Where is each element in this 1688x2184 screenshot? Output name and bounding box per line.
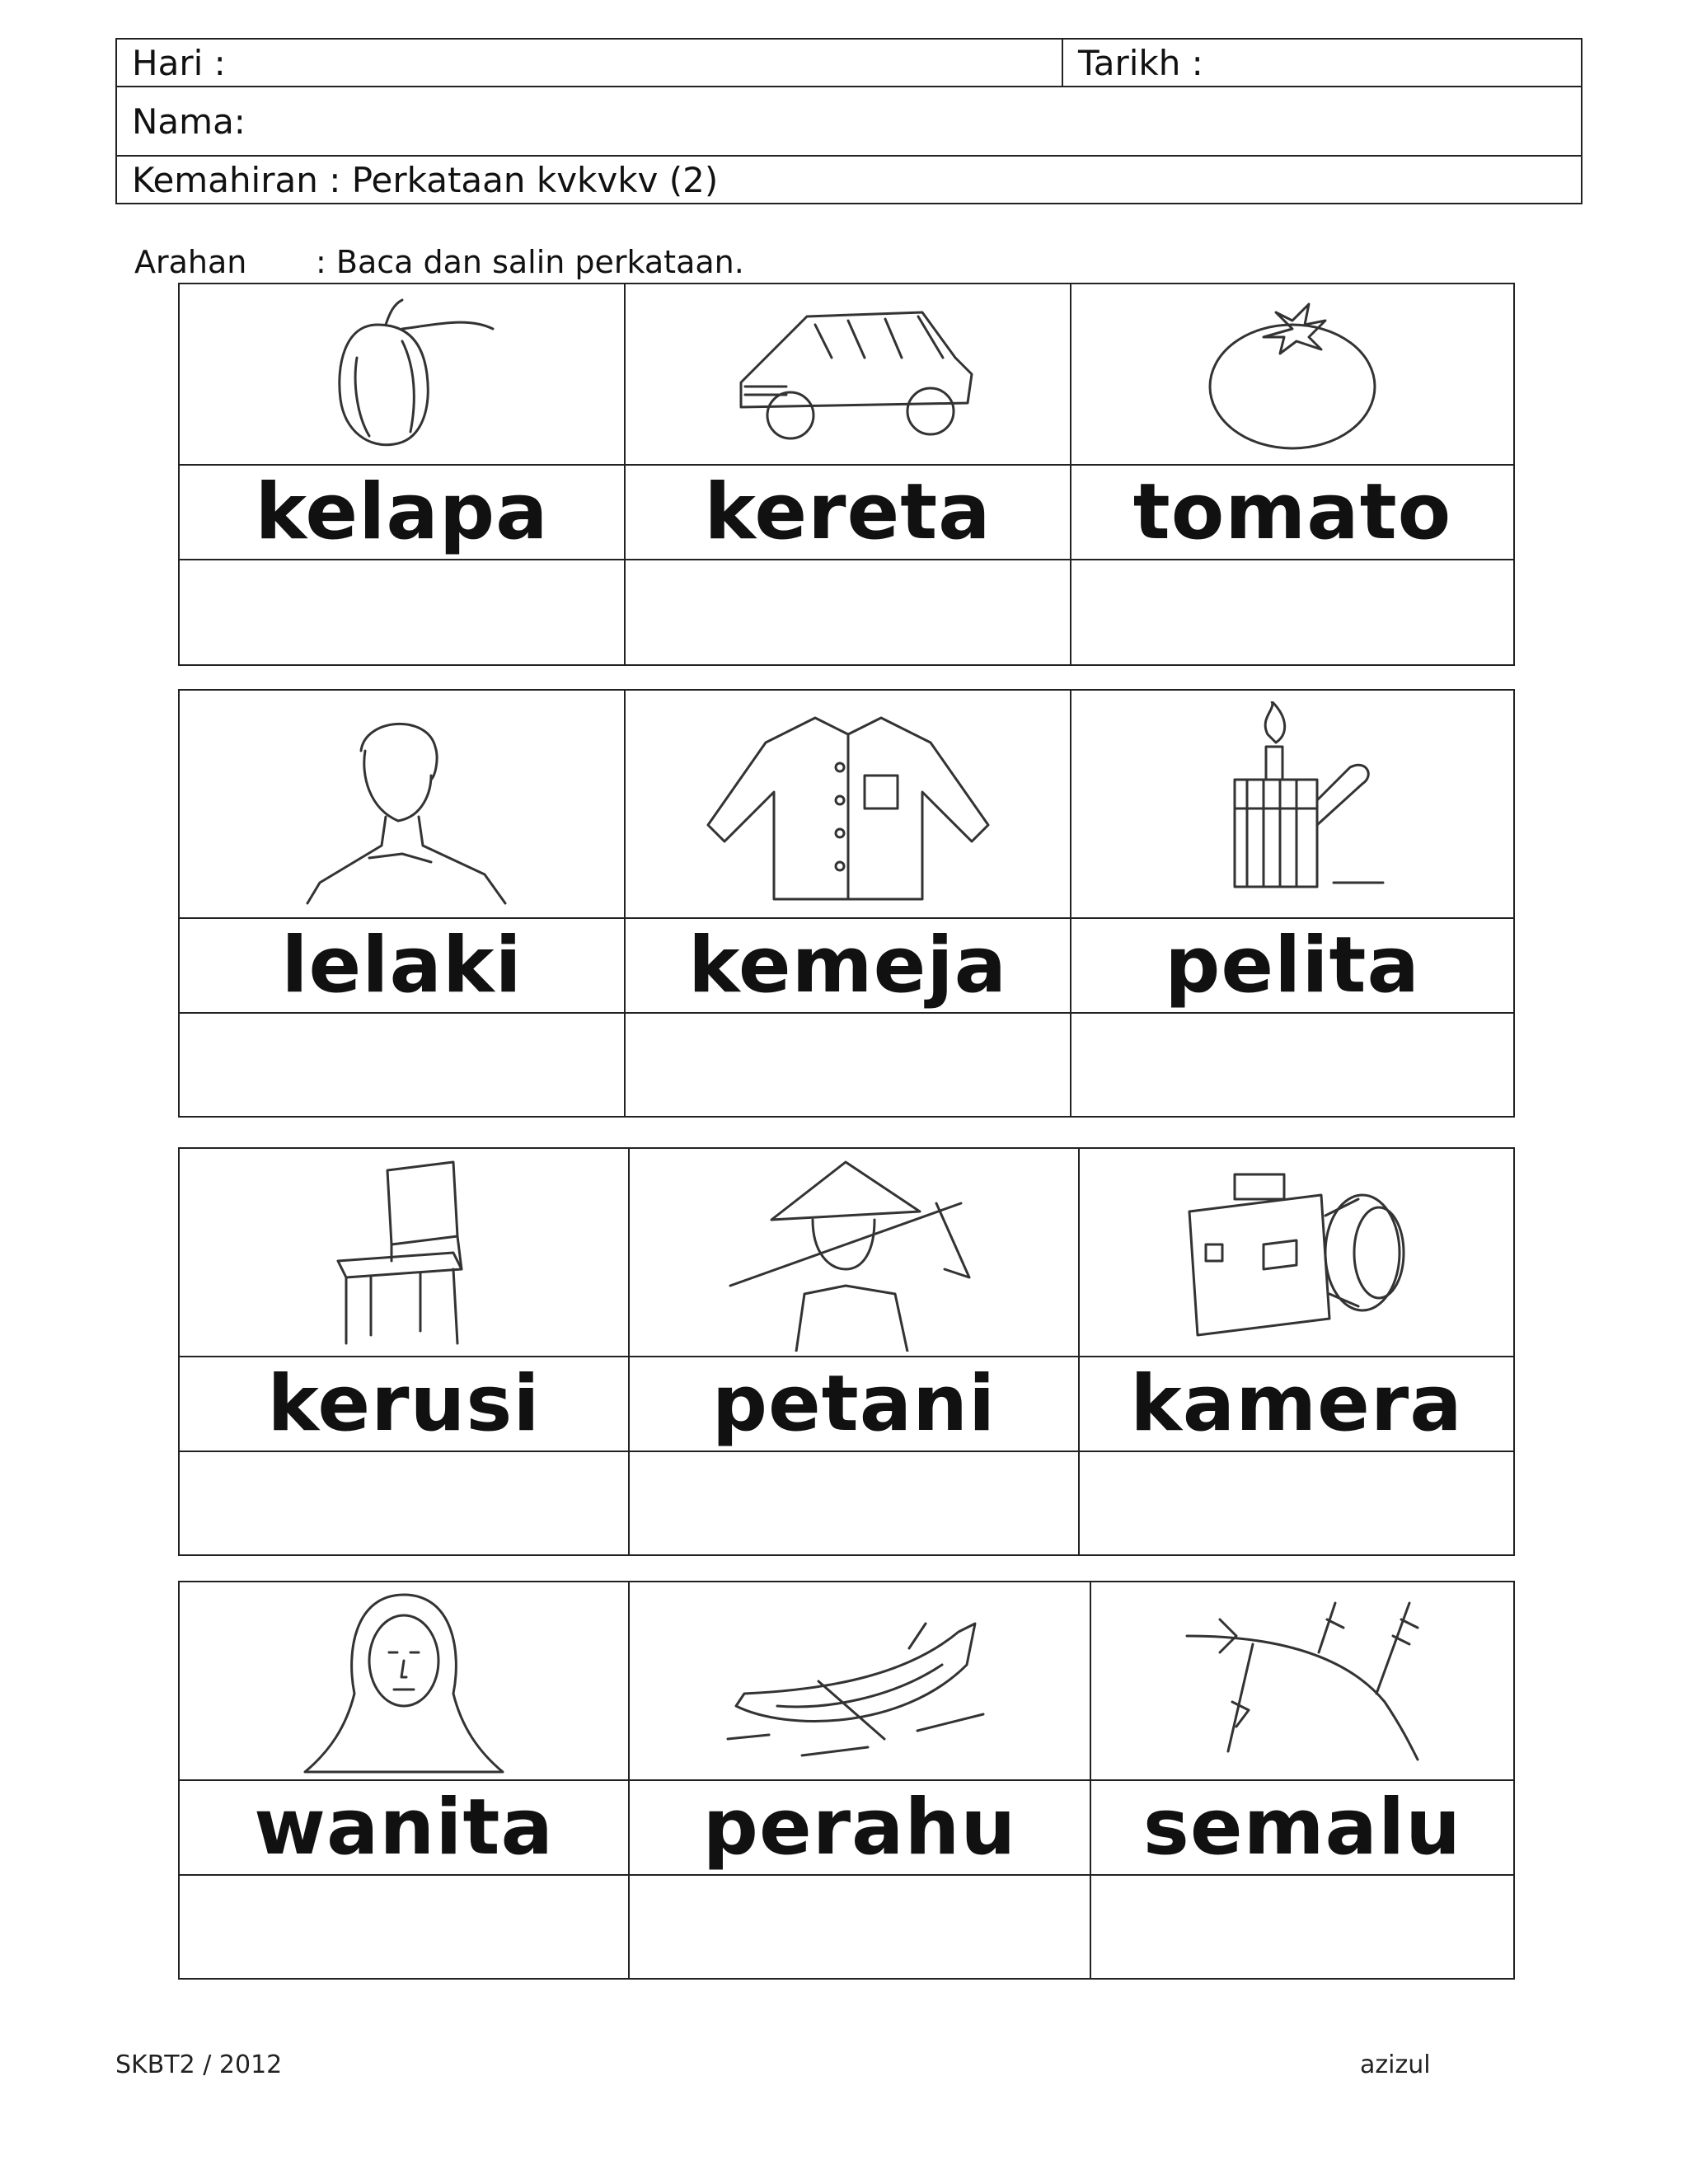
- date-field[interactable]: Tarikh :: [1078, 42, 1203, 83]
- word-semalu: semalu: [1142, 1783, 1462, 1872]
- copy-row: [180, 1452, 1513, 1554]
- picture-row: [180, 1582, 1513, 1781]
- day-field[interactable]: Hari :: [117, 40, 1063, 86]
- car-icon: [626, 284, 1071, 464]
- picture-row: [180, 284, 1513, 466]
- header-row-name: [117, 87, 1581, 157]
- word-cell: [1080, 1357, 1513, 1451]
- copy-box[interactable]: [1071, 560, 1513, 664]
- footer-right: azizul: [1360, 2050, 1431, 2079]
- copy-box[interactable]: [1080, 1452, 1513, 1554]
- word-row: [180, 1357, 1513, 1452]
- word-perahu: perahu: [702, 1783, 1017, 1872]
- word-kelapa: kelapa: [255, 467, 549, 557]
- word-kamera: kamera: [1130, 1359, 1463, 1449]
- coconut-icon: [180, 284, 626, 464]
- copy-box[interactable]: [180, 560, 626, 664]
- oil-lamp-icon: [1071, 691, 1513, 917]
- word-pelita: pelita: [1165, 921, 1420, 1010]
- word-kemeja: kemeja: [687, 921, 1008, 1010]
- word-group-3: [178, 1147, 1515, 1556]
- instruction: [134, 244, 744, 280]
- camera-icon: [1080, 1149, 1513, 1356]
- farmer-icon: [630, 1149, 1080, 1356]
- word-cell: [630, 1357, 1080, 1451]
- word-cell: [626, 466, 1071, 559]
- word-cell: [630, 1781, 1091, 1874]
- copy-box[interactable]: [630, 1452, 1080, 1554]
- word-cell: [626, 919, 1071, 1012]
- picture-row: [180, 691, 1513, 919]
- name-field[interactable]: Nama:: [132, 101, 246, 142]
- word-cell: [1091, 1781, 1513, 1874]
- copy-row: [180, 560, 1513, 664]
- word-row: [180, 1781, 1513, 1876]
- man-icon: [180, 691, 626, 917]
- word-lelaki: lelaki: [281, 921, 523, 1010]
- word-cell: [180, 466, 626, 559]
- copy-row: [180, 1014, 1513, 1116]
- instruction-text: : Baca dan salin perkataan.: [316, 244, 744, 280]
- copy-box[interactable]: [626, 560, 1071, 664]
- word-row: [180, 466, 1513, 560]
- footer-left: SKBT2 / 2012: [115, 2050, 283, 2079]
- copy-box[interactable]: [180, 1014, 626, 1116]
- word-cell: [180, 1357, 630, 1451]
- picture-row: [180, 1149, 1513, 1357]
- semalu-plant-icon: [1091, 1582, 1513, 1779]
- word-group-1: [178, 283, 1515, 666]
- tomato-icon: [1071, 284, 1513, 464]
- instruction-label: Arahan: [134, 244, 247, 280]
- woman-icon: [180, 1582, 630, 1779]
- copy-box[interactable]: [1071, 1014, 1513, 1116]
- copy-box[interactable]: [180, 1452, 630, 1554]
- shirt-icon: [626, 691, 1071, 917]
- word-petani: petani: [711, 1359, 996, 1449]
- skill-label: Kemahiran : Perkataan kvkvkv (2): [132, 159, 719, 200]
- word-cell: [1071, 466, 1513, 559]
- copy-box[interactable]: [630, 1876, 1091, 1978]
- header-row-skill: [117, 157, 1581, 203]
- chair-icon: [180, 1149, 630, 1356]
- word-cell: [180, 919, 626, 1012]
- copy-row: [180, 1876, 1513, 1978]
- word-row: [180, 919, 1513, 1014]
- worksheet-header: [115, 38, 1582, 204]
- word-group-4: [178, 1581, 1515, 1980]
- word-kerusi: kerusi: [267, 1359, 541, 1449]
- boat-icon: [630, 1582, 1091, 1779]
- word-group-2: [178, 689, 1515, 1118]
- word-tomato: tomato: [1132, 467, 1452, 557]
- word-cell: [1071, 919, 1513, 1012]
- word-wanita: wanita: [254, 1783, 554, 1872]
- word-cell: [180, 1781, 630, 1874]
- copy-box[interactable]: [180, 1876, 630, 1978]
- copy-box[interactable]: [626, 1014, 1071, 1116]
- word-kereta: kereta: [704, 467, 992, 557]
- copy-box[interactable]: [1091, 1876, 1513, 1978]
- header-row-day-date: [117, 40, 1581, 87]
